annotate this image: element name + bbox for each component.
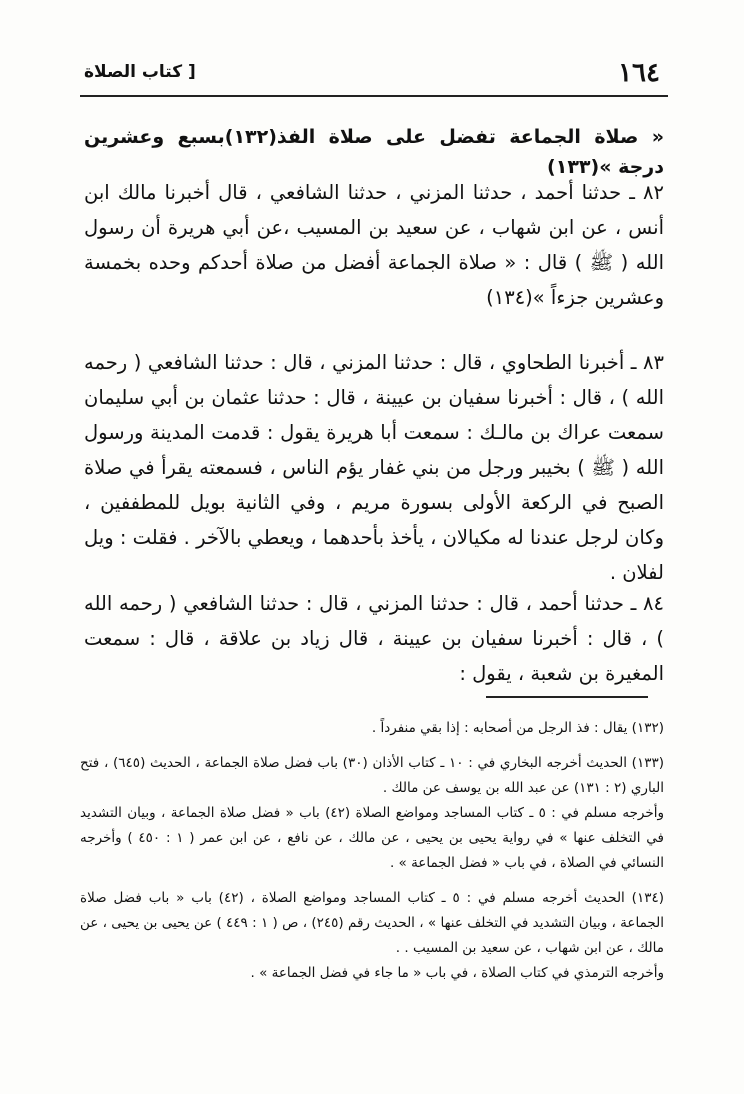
footnote-132 bbox=[80, 716, 664, 741]
footnote-134 bbox=[80, 886, 664, 986]
hadith-84: ٨٤ ـ حدثنا أحمد ، قال : حدثنا المزني ، قال : حدثنا الشافعي ( رحمه الله ) ، قال : أخبرنا سفيان بن عيينة ، قال زياد بن علاقة ، قال : سمعت المغيرة بن شعبة ، يقول : bbox=[84, 592, 664, 685]
page-header bbox=[78, 56, 668, 90]
footnote-133 bbox=[80, 751, 664, 876]
header-divider bbox=[80, 95, 668, 97]
footnote-divider bbox=[486, 696, 648, 698]
hadith-82: ٨٢ ـ حدثنا أحمد ، حدثنا المزني ، حدثنا الشافعي ، قال أخبرنا مالك ابن أنس ، عن ابن شهاب ، عن سعيد بن المسيب ،عن أبي هريرة أن رسول الله ( ﷺ ) قال : « صلاة الجماعة أفضل من صلاة أحدكم وحده بخمسة وعشرين جزءاً »(١٣٤) bbox=[84, 181, 664, 309]
page-number: ١٦٤ bbox=[618, 58, 660, 88]
footnote-text: (١٣٣) الحديث أخرجه البخاري في : ١٠ ـ كتاب الأذان (٣٠) باب فضل صلاة الجماعة ، الحديث (٦٤٥) ، فتح الباري (٢ : ١٣١) عن عبد الله بن يوسف عن مالك . bbox=[80, 755, 664, 796]
footnote-text: (١٣٢) يقال : فذ الرجل من أصحابه : إذا بقي منفرداً . bbox=[371, 720, 664, 736]
running-title: [ كتاب الصلاة bbox=[84, 62, 196, 82]
hadith-83: ٨٣ ـ أخبرنا الطحاوي ، قال : حدثنا المزني ، قال : حدثنا الشافعي ( رحمه الله ) ، قال : أخبرنا سفيان بن عيينة ، قال : حدثنا عثمان بن أبي سليمان سمعت عراك بن مالـك : سمعت أبا هريرة يقول : قدمت المدينة ورسول الله ( ﷺ ) بخيبر ورجل من بني غفار يؤم الناس ، فسمعته يقرأ في صلاة الصبح في الركعة الأولى بسورة مريم ، وفي الثانية بويل للمطففين ، وكان لرجل عندنا له مكيالان ، يأخذ بأحدهما ، ويعطي بالآخر . فقلت : ويل لفلان . bbox=[84, 351, 664, 584]
chapter-heading: « صلاة الجماعة تفضل على صلاة الفذ(١٣٢)بسبع وعشرين درجة »(١٣٣) bbox=[84, 126, 664, 178]
footnotes bbox=[80, 716, 664, 996]
footnote-text: وأخرجه مسلم في : ٥ ـ كتاب المساجد ومواضع الصلاة (٤٢) باب « فضل صلاة الجماعة ، وبيان التشديد في التخلف عنها » في رواية يحيى بن يحيى ، عن مالك ، عن نافع ، عن ابن عمر ( ١ : ٤٥٠ ) وأخرجه النسائي في الصلاة ، في باب « فضل الجماعة » . bbox=[80, 805, 664, 871]
footnote-text: وأخرجه الترمذي في كتاب الصلاة ، في باب « ما جاء في فضل الجماعة » . bbox=[250, 965, 664, 981]
footnote-text: (١٣٤) الحديث أخرجه مسلم في : ٥ ـ كتاب المساجد ومواضع الصلاة ، (٤٢) باب « باب فضل صلاة الجماعة ، وبيان التشديد في التخلف عنها » ، الحديث رقم (٢٤٥) ، ص ( ١ : ٤٤٩ ) عن يحيى بن يحيى ، عن مالك ، عن ابن شهاب ، عن سعيد بن المسيب . . bbox=[80, 890, 664, 956]
